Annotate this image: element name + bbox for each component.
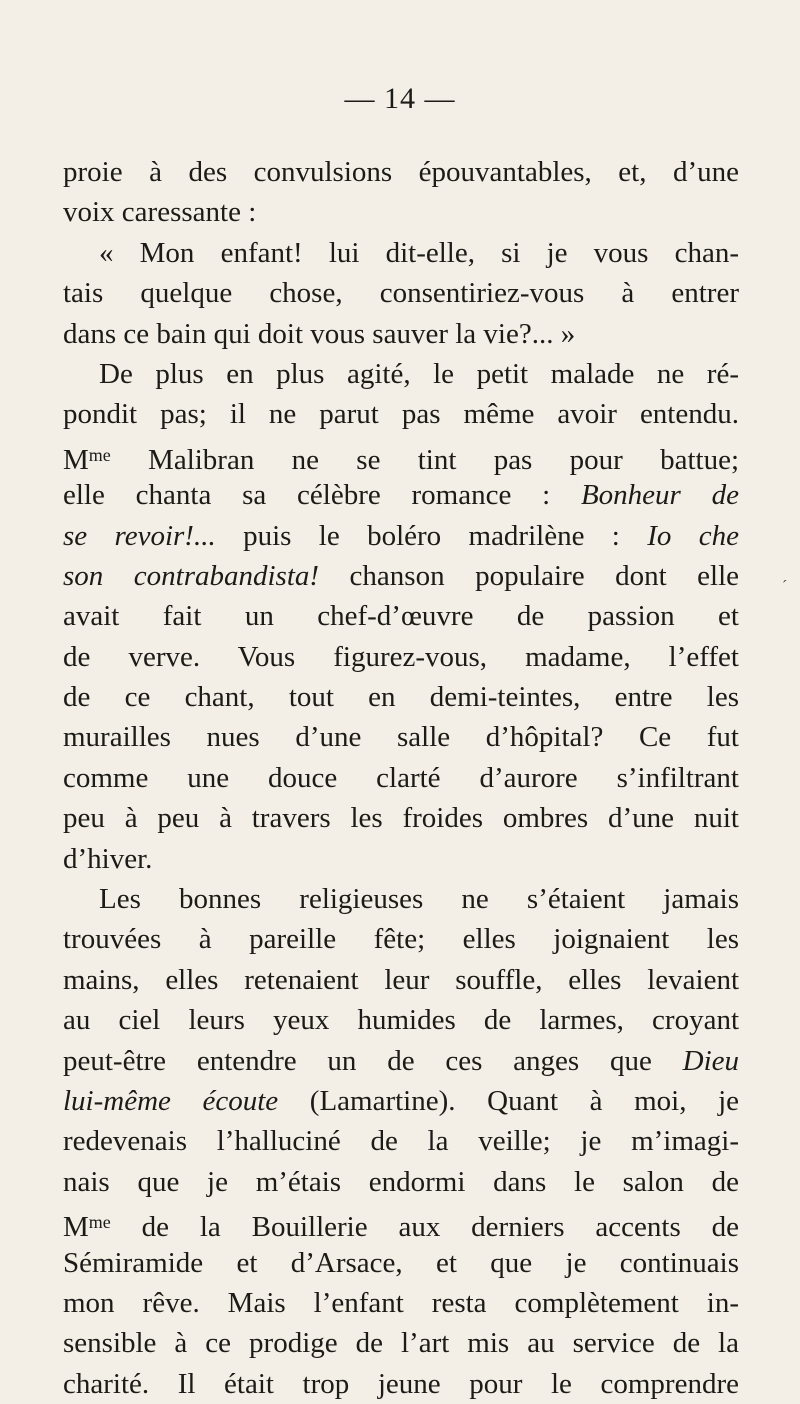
italic-title: son contrabandista! — [63, 559, 320, 592]
text-line — [63, 677, 739, 717]
text-segment: de la Bouillerie aux derniers accents de — [110, 1211, 739, 1244]
text-segment: peu à peu à travers les froides ombres d’une nuit — [63, 802, 739, 835]
text-segment: pondit pas; il ne parut pas même avoir entendu. — [63, 398, 739, 431]
text-segment: mon rêve. Mais l’enfant resta complètement in- — [63, 1286, 739, 1319]
text-segment: (Lamartine). Quant à moi, je — [278, 1084, 739, 1117]
text-line — [63, 192, 739, 232]
italic-title: lui-même écoute — [63, 1084, 279, 1117]
text-segment: sensible à ce prodige de l’art mis au service de la — [63, 1327, 739, 1360]
text-segment: dans ce bain qui doit vous sauver la vie?... » — [63, 317, 576, 350]
text-line — [63, 637, 739, 677]
text-line — [63, 798, 739, 838]
text-segment: Malibran ne se tint pas pour battue; — [110, 443, 739, 476]
text-segment: M — [63, 1211, 89, 1244]
text-line — [63, 596, 739, 636]
text-segment: chanson populaire dont elle — [319, 559, 739, 592]
text-segment: M — [63, 443, 89, 476]
text-line — [63, 475, 739, 515]
text-line — [63, 960, 739, 1000]
text-segment: tais quelque chose, consentiriez-vous à entrer — [63, 277, 739, 310]
text-segment: de verve. Vous figurez-vous, madame, l’effet — [63, 640, 739, 673]
italic-title: Bonheur de — [580, 479, 739, 512]
text-segment: nais que je m’étais endormi dans le salon de — [63, 1165, 739, 1198]
text-line — [63, 1000, 739, 1040]
text-line — [63, 556, 739, 596]
text-segment: murailles nues d’une salle d’hôpital? Ce fut — [63, 721, 739, 754]
text-line — [63, 1202, 739, 1242]
text-segment: De plus en plus agité, le petit malade ne ré- — [99, 357, 739, 390]
text-segment: redevenais l’halluciné de la veille; je m’imagi- — [63, 1125, 739, 1158]
text-segment: peut-être entendre un de ces anges que — [63, 1044, 683, 1077]
superscript: me — [88, 1212, 111, 1233]
italic-title: Io che — [647, 519, 739, 552]
text-segment: Sémiramide et d’Arsace, et que je continuais — [63, 1246, 739, 1279]
text-line — [63, 273, 739, 313]
margin-mark: ´ — [782, 578, 788, 595]
text-line — [63, 314, 739, 354]
text-line — [63, 1323, 739, 1363]
text-segment: comme une douce clarté d’aurore s’infiltrant — [63, 761, 739, 794]
text-line — [63, 717, 739, 757]
text-line — [63, 758, 739, 798]
superscript: me — [88, 444, 111, 465]
text-line — [63, 839, 739, 879]
text-line — [63, 354, 739, 394]
text-segment: elle chanta sa célèbre romance : — [63, 479, 581, 512]
text-segment: d’hiver. — [63, 842, 153, 875]
text-line — [63, 1081, 739, 1121]
text-segment: au ciel leurs yeux humides de larmes, croyant — [63, 1004, 739, 1037]
text-segment: proie à des convulsions épouvantables, et, d’une — [63, 156, 739, 188]
body-text — [63, 152, 739, 1404]
text-line — [63, 233, 739, 273]
text-segment: avait fait un chef-d’œuvre de passion et — [63, 600, 739, 633]
text-line — [63, 919, 739, 959]
text-line — [63, 1243, 739, 1283]
text-line — [63, 1041, 739, 1081]
text-segment: voix caressante : — [63, 196, 257, 229]
text-line — [63, 1364, 739, 1404]
text-segment: Les bonnes religieuses ne s’étaient jamais — [99, 883, 739, 916]
text-segment: mains, elles retenaient leur souffle, elles levaient — [63, 963, 739, 996]
text-line — [63, 879, 739, 919]
text-segment: « Mon enfant! lui dit-elle, si je vous chan- — [99, 236, 739, 269]
text-line — [63, 1283, 739, 1323]
text-line — [63, 152, 739, 192]
text-segment: charité. Il était trop jeune pour le comprendre — [63, 1367, 739, 1400]
text-line — [63, 1121, 739, 1161]
text-segment: puis le boléro madrilène : — [215, 519, 648, 552]
italic-title: se revoir!... — [63, 519, 216, 552]
text-segment: de ce chant, tout en demi-teintes, entre les — [63, 681, 739, 714]
text-line — [63, 435, 739, 475]
text-segment: trouvées à pareille fête; elles joignaient les — [63, 923, 739, 956]
italic-title: Dieu — [682, 1044, 739, 1077]
text-line — [63, 1162, 739, 1202]
text-line — [63, 394, 739, 434]
text-line — [63, 516, 739, 556]
page-number: — 14 — — [344, 82, 456, 115]
